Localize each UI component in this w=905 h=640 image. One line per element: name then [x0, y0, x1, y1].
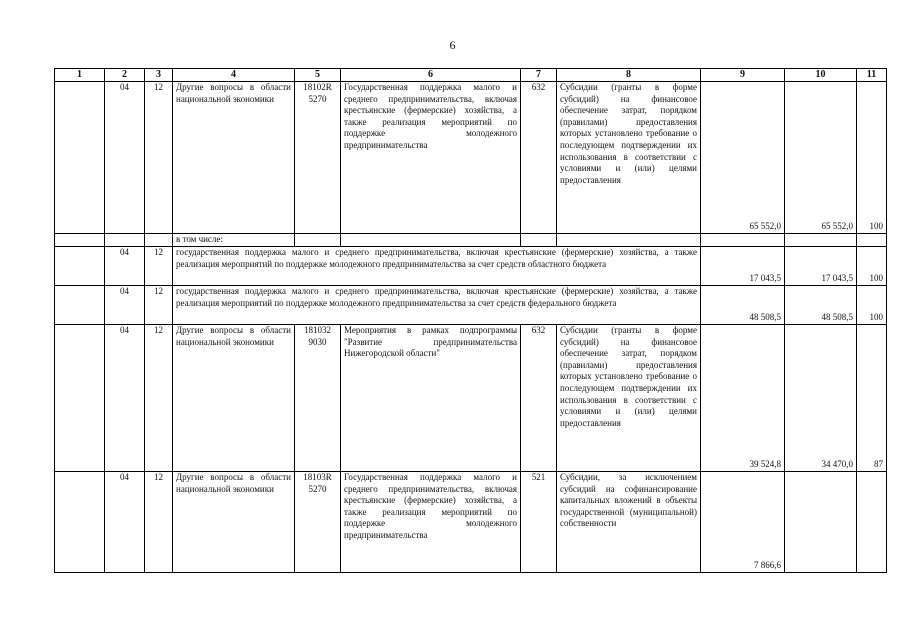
- cell-col1: [55, 472, 105, 573]
- cell-planned-amount: 7 866,6: [701, 472, 785, 573]
- cell-target-code: [295, 472, 341, 573]
- cell-description: государственная поддержка малого и среднего предпринимательства, включая крестьянские (фермерские) хозяйства, а также реализация мероприятий по поддержке молодежного предпринимательства за счет средств областного бюджета: [173, 247, 701, 286]
- target-code-part: 5270: [308, 483, 327, 494]
- cell-expense-type: 521: [521, 472, 557, 573]
- budget-table: [54, 68, 887, 573]
- cell-subsection: 12: [145, 82, 173, 234]
- column-header: 11: [857, 69, 887, 82]
- table-row: [55, 247, 887, 286]
- cell-target-name: Государственная поддержка малого и среднего предпринимательства, включая крестьянские (фермерские) хозяйства, а также реализация мероприятий по поддержке молодежного предпринимательства: [341, 472, 521, 573]
- subtotal-label-row: [55, 234, 887, 247]
- cell-expense-type: 632: [521, 325, 557, 472]
- cell-expense-name: Субсидии, за исключением субсидий на софинансирование капитальных вложений в объекты государственной (муниципальной) собственности: [557, 472, 701, 573]
- cell-subsection: 12: [145, 286, 173, 325]
- cell-actual-amount: 65 552,0: [785, 82, 857, 234]
- cell-subsection: 12: [145, 472, 173, 573]
- cell-section-name: Другие вопросы в области национальной экономики: [173, 472, 295, 573]
- cell-percent: 100: [857, 82, 887, 234]
- table-row: [55, 286, 887, 325]
- target-code-part: 5270: [308, 93, 327, 104]
- cell-col1: [55, 247, 105, 286]
- column-header: 6: [341, 69, 521, 82]
- cell-target-name: Мероприятия в рамках подпрограммы "Развитие предпринимательства Нижегородской области": [341, 325, 521, 472]
- cell-actual-amount: 17 043,5: [785, 247, 857, 286]
- cell-target-name: Государственная поддержка малого и среднего предпринимательства, включая крестьянские (фермерские) хозяйства, а также реализация мероприятий по поддержке молодежного предпринимательства: [341, 82, 521, 234]
- cell-col1: [55, 325, 105, 472]
- cell-section: 04: [105, 472, 145, 573]
- column-header: 3: [145, 69, 173, 82]
- target-code-part: 9030: [308, 336, 327, 347]
- column-header: 2: [105, 69, 145, 82]
- cell-section: 04: [105, 247, 145, 286]
- cell-actual-amount: 48 508,5: [785, 286, 857, 325]
- cell-planned-amount: 39 524,8: [701, 325, 785, 472]
- header-row: [55, 69, 887, 82]
- cell-description: государственная поддержка малого и среднего предпринимательства, включая крестьянские (фермерские) хозяйства, а также реализация мероприятий по поддержке молодежного предпринимательства за счет средств федерального бюджета: [173, 286, 701, 325]
- cell-percent: [857, 472, 887, 573]
- cell-actual-amount: [785, 472, 857, 573]
- column-header: 10: [785, 69, 857, 82]
- cell-planned-amount: 17 043,5: [701, 247, 785, 286]
- table-row: [55, 82, 887, 234]
- cell-target-code: [295, 325, 341, 472]
- table-row: [55, 325, 887, 472]
- page-number: 6: [449, 38, 456, 52]
- target-code-part: 181032: [304, 325, 331, 335]
- cell-section-name: Другие вопросы в области национальной экономики: [173, 325, 295, 472]
- target-code-part: 18103R: [303, 472, 332, 482]
- cell-expense-name: Субсидии (гранты в форме субсидий) на финансовое обеспечение затрат, порядком (правилами) предоставления которых установлено требование о последующем подтверждении их использования в соответствии с условиями и (или) целями предоставления: [557, 325, 701, 472]
- column-header: 1: [55, 69, 105, 82]
- in-that-number-label: в том числе:: [173, 234, 295, 247]
- cell-subsection: 12: [145, 247, 173, 286]
- column-header: 4: [173, 69, 295, 82]
- cell-section: 04: [105, 82, 145, 234]
- cell-percent: 87: [857, 325, 887, 472]
- column-header: 5: [295, 69, 341, 82]
- cell-planned-amount: 65 552,0: [701, 82, 785, 234]
- cell-subsection: 12: [145, 325, 173, 472]
- table-row: [55, 472, 887, 573]
- column-header: 8: [557, 69, 701, 82]
- cell-expense-type: 632: [521, 82, 557, 234]
- cell-percent: 100: [857, 286, 887, 325]
- cell-planned-amount: 48 508,5: [701, 286, 785, 325]
- column-header: 9: [701, 69, 785, 82]
- cell-actual-amount: 34 470,0: [785, 325, 857, 472]
- cell-col1: [55, 82, 105, 234]
- target-code-part: 18102R: [303, 82, 332, 92]
- cell-percent: 100: [857, 247, 887, 286]
- column-header: 7: [521, 69, 557, 82]
- cell-target-code: [295, 82, 341, 234]
- cell-section: 04: [105, 325, 145, 472]
- cell-col1: [55, 286, 105, 325]
- cell-expense-name: Субсидии (гранты в форме субсидий) на финансовое обеспечение затрат, порядком (правилами) предоставления которых установлено требование о последующем подтверждении их использования в соответствии с условиями и (или) целями предоставления: [557, 82, 701, 234]
- cell-section-name: Другие вопросы в области национальной экономики: [173, 82, 295, 234]
- cell-section: 04: [105, 286, 145, 325]
